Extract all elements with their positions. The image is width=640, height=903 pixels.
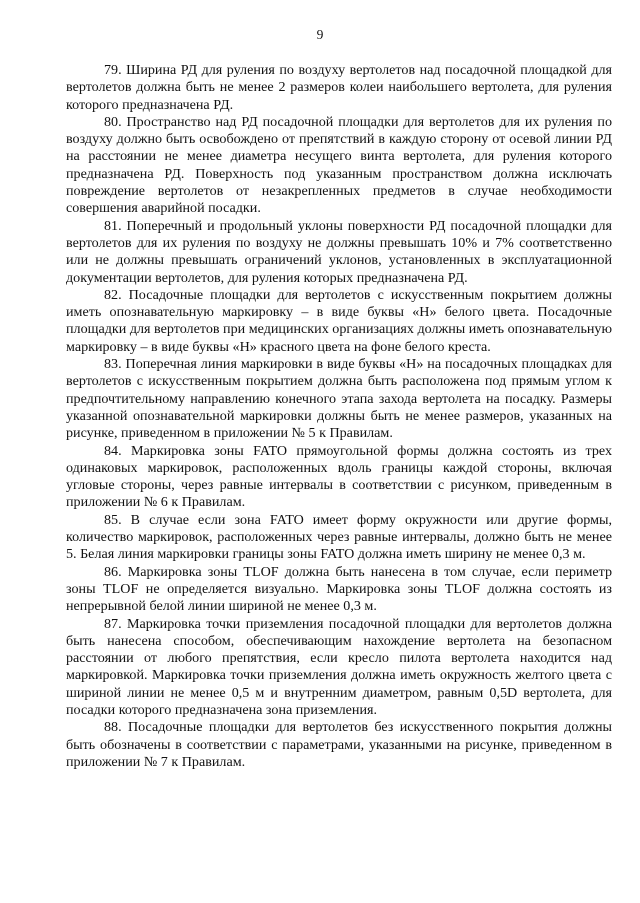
paragraph-79: 79. Ширина РД для руления по воздуху вертолетов над посадочной площадкой для вертолетов должна быть не менее 2 размеров колеи наибольшего вертолета, для руления которого предназначена РД.: [66, 62, 612, 113]
page-number: 9: [316, 27, 324, 42]
document-body: [66, 62, 612, 771]
paragraph-85: 85. В случае если зона FATO имеет форму окружности или другие формы, количество маркировок, расположенных через равные интервалы, должно быть не менее 5. Белая линия маркировки границы зоны FATO должна иметь ширину не менее 0,3 м.: [66, 511, 612, 563]
paragraph-82: 82. Посадочные площадки для вертолетов с искусственным покрытием должны иметь опознавательную маркировку – в виде буквы «Н» белого цвета. Посадочные площадки для вертолетов при медицинских организациях должны иметь опознавательную маркировку – в виде буквы «Н» красного цвета на фоне белого креста.: [66, 286, 612, 355]
paragraph-81: 81. Поперечный и продольный уклоны поверхности РД посадочной площадки для вертолетов для их руления по воздуху не должны превышать 10% и 7% соответственно или не должны превышать ограничений уклонов, установленных в эксплуатационной документации вертолетов, для руления которых предназначена РД.: [66, 217, 612, 286]
paragraph-87: 87. Маркировка точки приземления посадочной площадки для вертолетов должна быть нанесена способом, обеспечивающим нахождение вертолета на безопасном расстоянии от любого препятствия, если кресло пилота вертолета находится над маркировкой. Маркировка точки приземления должна иметь окружность желтого цвета с шириной линии не менее 0,5 м и внутренним диаметром, равным 0,5D вертолета, для посадки которого предназначена зона приземления.: [66, 615, 612, 718]
paragraph-83: 83. Поперечная линия маркировки в виде буквы «Н» на посадочных площадках для вертолетов с искусственным покрытием должна быть расположена под прямым углом к предпочтительному направлению конечного этапа захода вертолета на посадку. Размеры указанной опознавательной маркировки должны быть не менее размеров, указанных на рисунке, приведенном в приложении № 5 к Правилам.: [66, 356, 612, 442]
paragraph-86: 86. Маркировка зоны TLOF должна быть нанесена в том случае, если периметр зоны TLOF не определяется визуально. Маркировка зоны TLOF должна состоять из непрерывной белой линии шириной не менее 0,3 м.: [66, 563, 612, 615]
paragraph-88: 88. Посадочные площадки для вертолетов без искусственного покрытия должны быть обозначены в соответствии с параметрами, указанными на рисунке, приведенном в приложении № 7 к Правилам.: [66, 719, 612, 770]
paragraph-80: 80. Пространство над РД посадочной площадки для вертолетов для их руления по воздуху должно быть освобождено от препятствий в каждую сторону от осевой линии РД на расстоянии не менее диаметра несущего винта вертолета, для руления которого предназначена РД. Поверхность под указанным пространством должна исключать повреждение вертолетов от незакрепленных предметов в случае необходимости совершения аварийной посадки.: [66, 113, 612, 217]
paragraph-84: 84. Маркировка зоны FATO прямоугольной формы должна состоять из трех одинаковых маркировок, расположенных вдоль границы каждой стороны, включая угловые стороны, через равные интервалы в соответствии с рисунком, приведенным в приложении № 6 к Правилам.: [66, 442, 612, 511]
